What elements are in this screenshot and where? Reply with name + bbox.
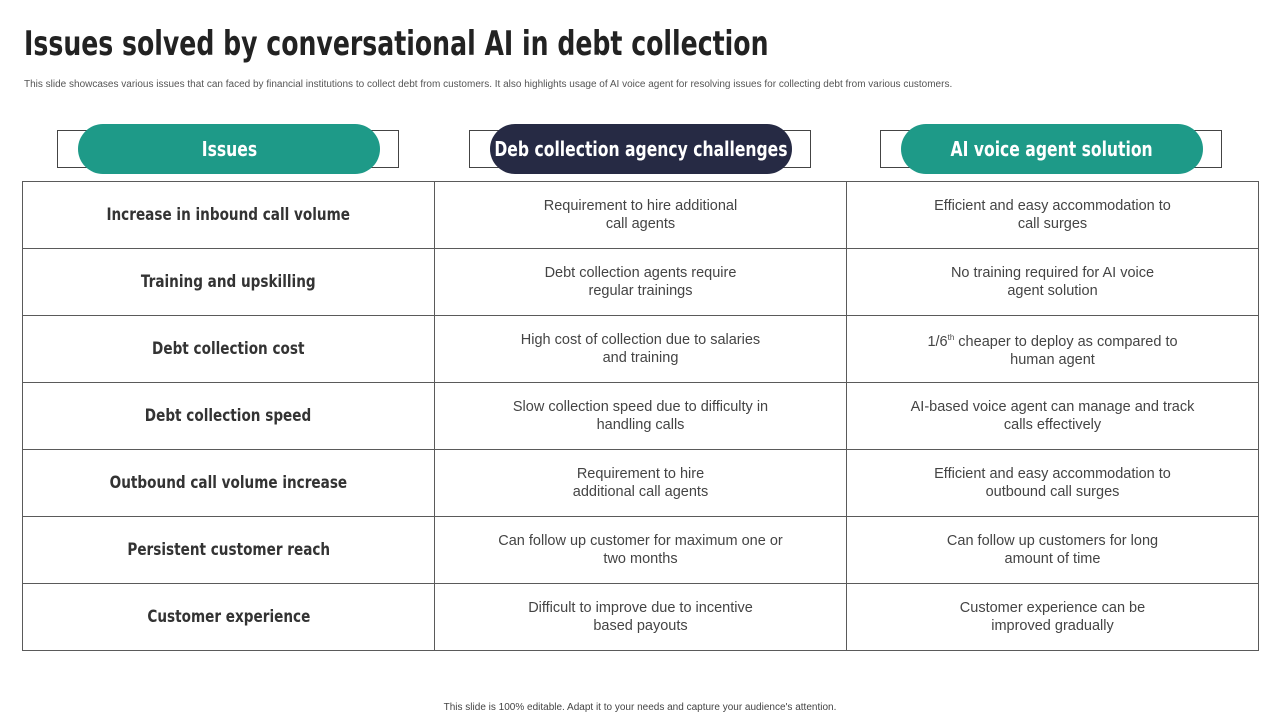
footer-note: This slide is 100% editable. Adapt it to your needs and capture your audience's attention. <box>443 702 837 713</box>
solution-cell <box>847 584 1259 651</box>
challenge-cell <box>435 517 847 584</box>
cell-line: Requirement to hire additional <box>543 198 738 214</box>
challenge-cell <box>435 383 847 450</box>
header-pill <box>901 124 1203 174</box>
cell-line: cheaper to deploy as compared to <box>954 333 1178 350</box>
solution-cell <box>847 249 1259 316</box>
cell-line: 1/6 <box>927 333 948 350</box>
challenge-cell <box>435 316 847 383</box>
issue-label: Increase in inbound call volume <box>106 204 351 225</box>
table-row <box>23 450 1259 517</box>
table-row <box>23 517 1259 584</box>
cell-line: Difficult to improve due to incentive <box>528 600 753 616</box>
challenge-cell <box>435 584 847 651</box>
cell-line: Can follow up customers for long <box>946 533 1159 549</box>
issue-cell <box>23 316 435 383</box>
issue-label: Customer experience <box>147 606 310 627</box>
header-challenges-label: Deb collection agency challenges <box>494 137 788 161</box>
issue-cell <box>23 450 435 517</box>
page-title: Issues solved by conversational AI in debt collection <box>24 24 769 64</box>
cell-line: calls effectively <box>1003 417 1102 433</box>
issue-label: Outbound call volume increase <box>109 472 348 493</box>
cell-line: regular trainings <box>588 283 693 299</box>
table-row <box>23 584 1259 651</box>
cell-line: High cost of collection due to salaries <box>520 332 761 348</box>
cell-line: handling calls <box>596 417 685 433</box>
solution-cell <box>847 182 1259 249</box>
table-row <box>23 249 1259 316</box>
cell-line: Requirement to hire <box>576 466 705 482</box>
cell-line: improved gradually <box>991 618 1114 634</box>
cell-line: and training <box>602 350 679 366</box>
challenge-cell <box>435 450 847 517</box>
issue-cell <box>23 249 435 316</box>
issue-label: Debt collection speed <box>145 405 312 426</box>
superscript: th <box>947 333 955 343</box>
header-issues-label: Issues <box>201 137 257 161</box>
cell-line: Can follow up customer for maximum one or <box>498 533 783 549</box>
cell-line: outbound call surges <box>985 484 1120 500</box>
cell-line: Slow collection speed due to difficulty in <box>512 399 769 415</box>
cell-line: two months <box>603 551 678 567</box>
challenge-cell <box>435 182 847 249</box>
cell-line: additional call agents <box>572 484 709 500</box>
issue-cell <box>23 182 435 249</box>
cell-line: Efficient and easy accommodation to <box>934 198 1171 214</box>
cell-line: amount of time <box>1004 551 1101 567</box>
cell-line: AI-based voice agent can manage and track <box>910 399 1195 415</box>
issue-cell <box>23 584 435 651</box>
solution-cell <box>847 517 1259 584</box>
solution-cell <box>847 450 1259 517</box>
cell-line: Debt collection agents require <box>544 265 737 281</box>
issues-table <box>22 181 1259 651</box>
issue-cell <box>23 383 435 450</box>
cell-line: call surges <box>1017 216 1088 232</box>
table-row <box>23 182 1259 249</box>
cell-line: based payouts <box>593 618 688 634</box>
table-row <box>23 316 1259 383</box>
header-solution <box>847 124 1191 176</box>
solution-cell <box>847 383 1259 450</box>
header-solution-label: AI voice agent solution <box>950 137 1154 161</box>
cell-line: Efficient and easy accommodation to <box>934 466 1171 482</box>
challenge-cell <box>435 249 847 316</box>
cell-line: human agent <box>1010 351 1095 368</box>
issue-cell <box>23 517 435 584</box>
issue-label: Debt collection cost <box>152 338 305 359</box>
solution-cell <box>847 316 1259 383</box>
cell-line: call agents <box>605 216 676 232</box>
cell-line: No training required for AI voice <box>950 265 1155 281</box>
header-pill <box>78 124 380 174</box>
header-issues <box>24 124 368 176</box>
header-challenges <box>436 124 788 176</box>
page-subtitle: This slide showcases various issues that can faced by financial institutions to collect debt from customers. It also highlights usage of AI voice agent for resolving issues for collecting debt from various customers. <box>24 79 953 90</box>
cell-line: Customer experience can be <box>959 600 1146 616</box>
cell-line: agent solution <box>1007 283 1098 299</box>
header-pill <box>490 124 792 174</box>
table-row <box>23 383 1259 450</box>
issue-label: Persistent customer reach <box>127 539 330 560</box>
issue-label: Training and upskilling <box>141 271 316 292</box>
